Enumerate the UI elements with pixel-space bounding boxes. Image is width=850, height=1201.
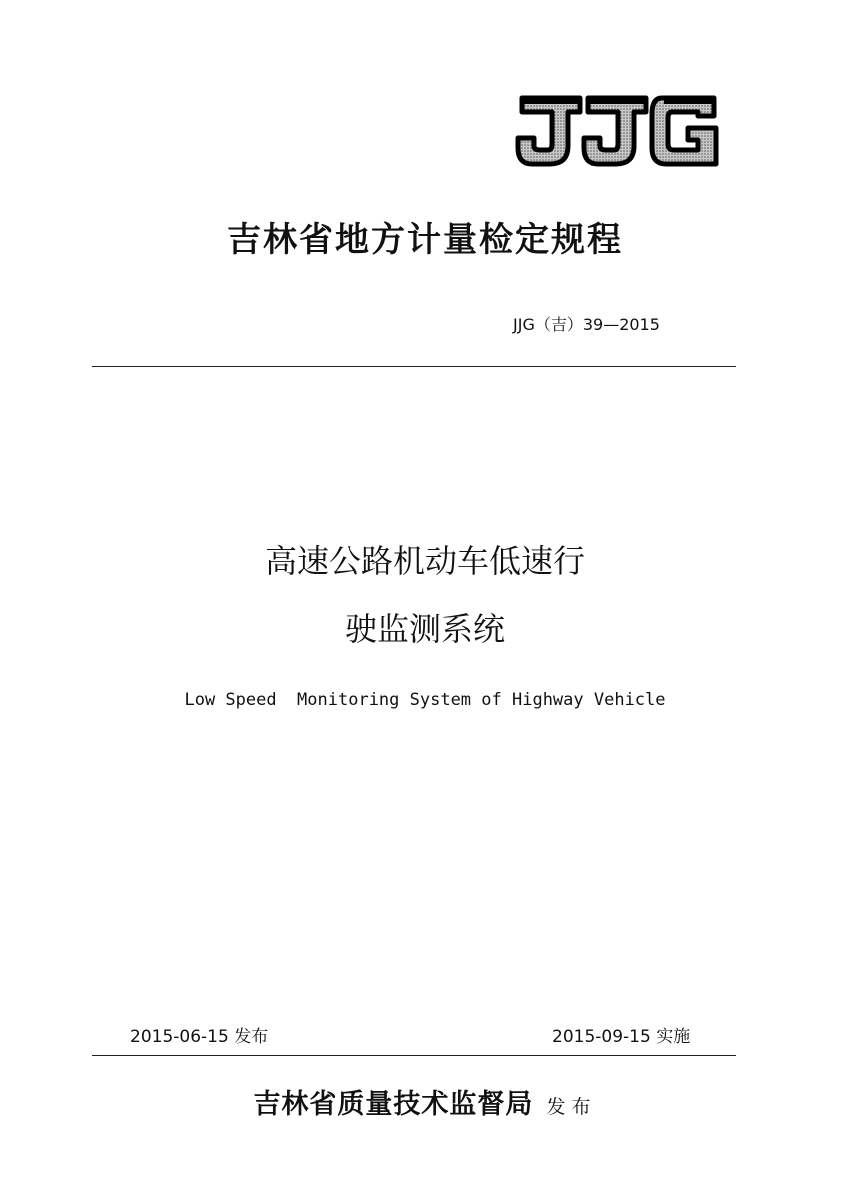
doc-title-english: Low Speed Monitoring System of Highway Vehicle: [184, 690, 666, 710]
logo-letter-j1: [518, 98, 580, 164]
jjg-logo: [512, 90, 722, 170]
issue-date: 2015-06-15 发布: [130, 1027, 269, 1047]
publisher-suffix: 发布: [546, 1096, 597, 1118]
top-divider: [92, 366, 736, 367]
publisher-org: 吉林省质量技术监督局: [253, 1089, 534, 1120]
doc-title-line-2: 驶监测系统: [344, 610, 505, 648]
bottom-divider: [92, 1055, 736, 1056]
logo-letter-g: [652, 98, 716, 164]
series-title: 吉林省地方计量检定规程: [227, 220, 623, 260]
doc-title-line-1: 高速公路机动车低速行: [264, 542, 585, 580]
logo-letter-j2: [584, 98, 646, 164]
implementation-date: 2015-09-15 实施: [552, 1027, 691, 1047]
standard-code: JJG（吉）39—2015: [513, 315, 660, 334]
publisher: [0, 1082, 850, 1121]
